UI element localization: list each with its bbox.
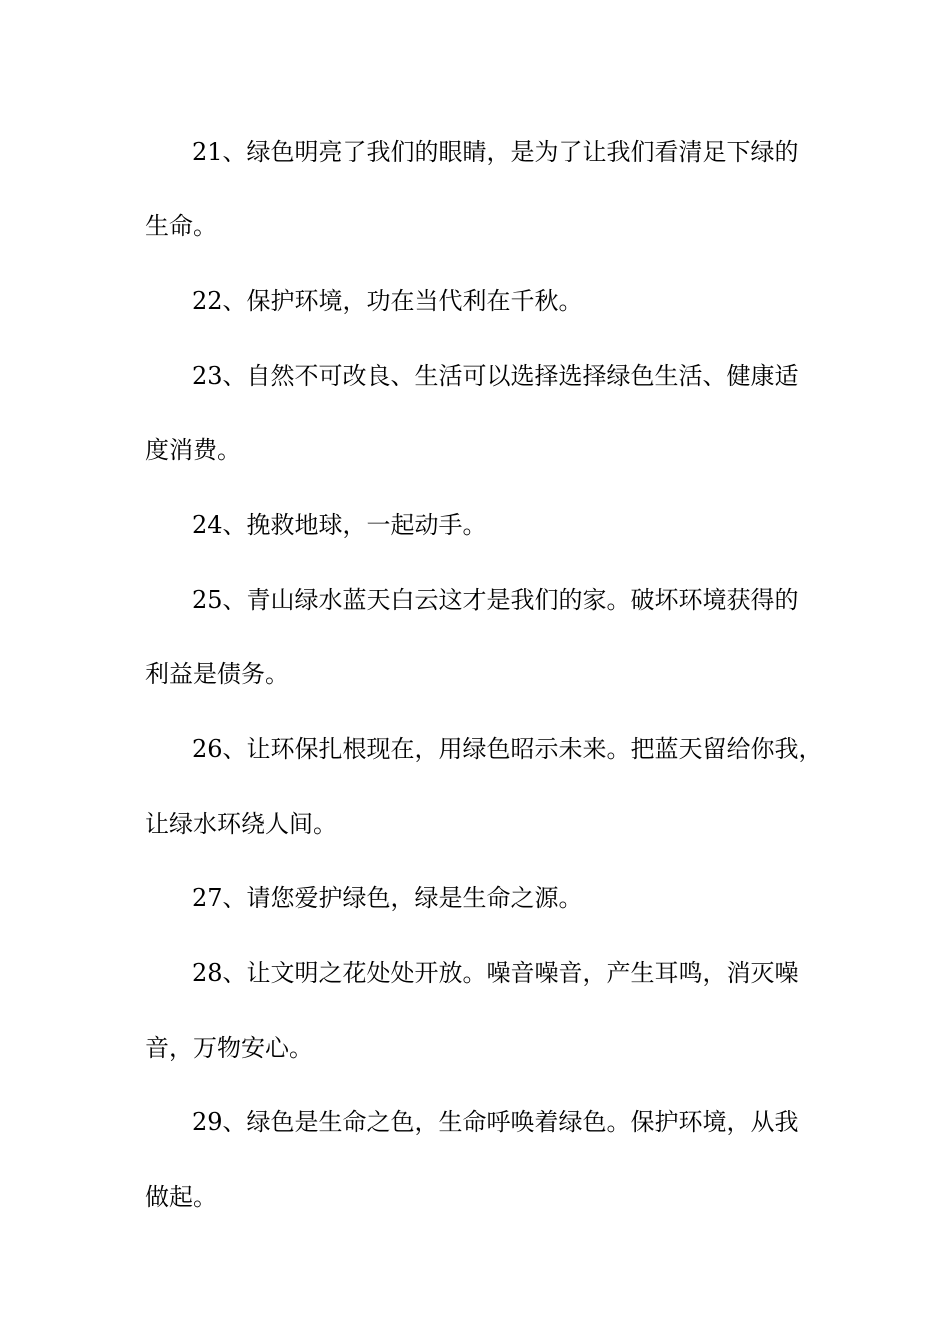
slogan-23-line-1: 23、自然不可改良、生活可以选择选择绿色生活、健康适 [192, 362, 799, 390]
slogan-25-line-1: 25、青山绿水蓝天白云这才是我们的家。破坏环境获得的 [192, 586, 799, 614]
slogan-25-line-2: 利益是债务。 [145, 660, 289, 688]
slogan-29-line-2: 做起。 [145, 1183, 217, 1211]
slogan-27-line-1: 27、请您爱护绿色，绿是生命之源。 [192, 884, 583, 912]
slogan-29-line-1: 29、绿色是生命之色，生命呼唤着绿色。保护环境，从我 [192, 1108, 799, 1136]
slogan-23-line-2: 度消费。 [145, 436, 241, 464]
slogan-26-line-2: 让绿水环绕人间。 [145, 810, 337, 838]
slogan-21-line-2: 生命。 [145, 212, 217, 240]
slogan-28-line-1: 28、让文明之花处处开放。噪音噪音，产生耳鸣，消灭噪 [192, 959, 799, 987]
slogan-21-line-1: 21、绿色明亮了我们的眼睛，是为了让我们看清足下绿的 [192, 138, 799, 166]
slogan-26-line-1: 26、让环保扎根现在，用绿色昭示未来。把蓝天留给你我， [192, 735, 823, 763]
slogan-22-line-1: 22、保护环境，功在当代利在千秋。 [192, 287, 583, 315]
slogan-28-line-2: 音，万物安心。 [145, 1034, 313, 1062]
slogan-24-line-1: 24、挽救地球，一起动手。 [192, 511, 487, 539]
